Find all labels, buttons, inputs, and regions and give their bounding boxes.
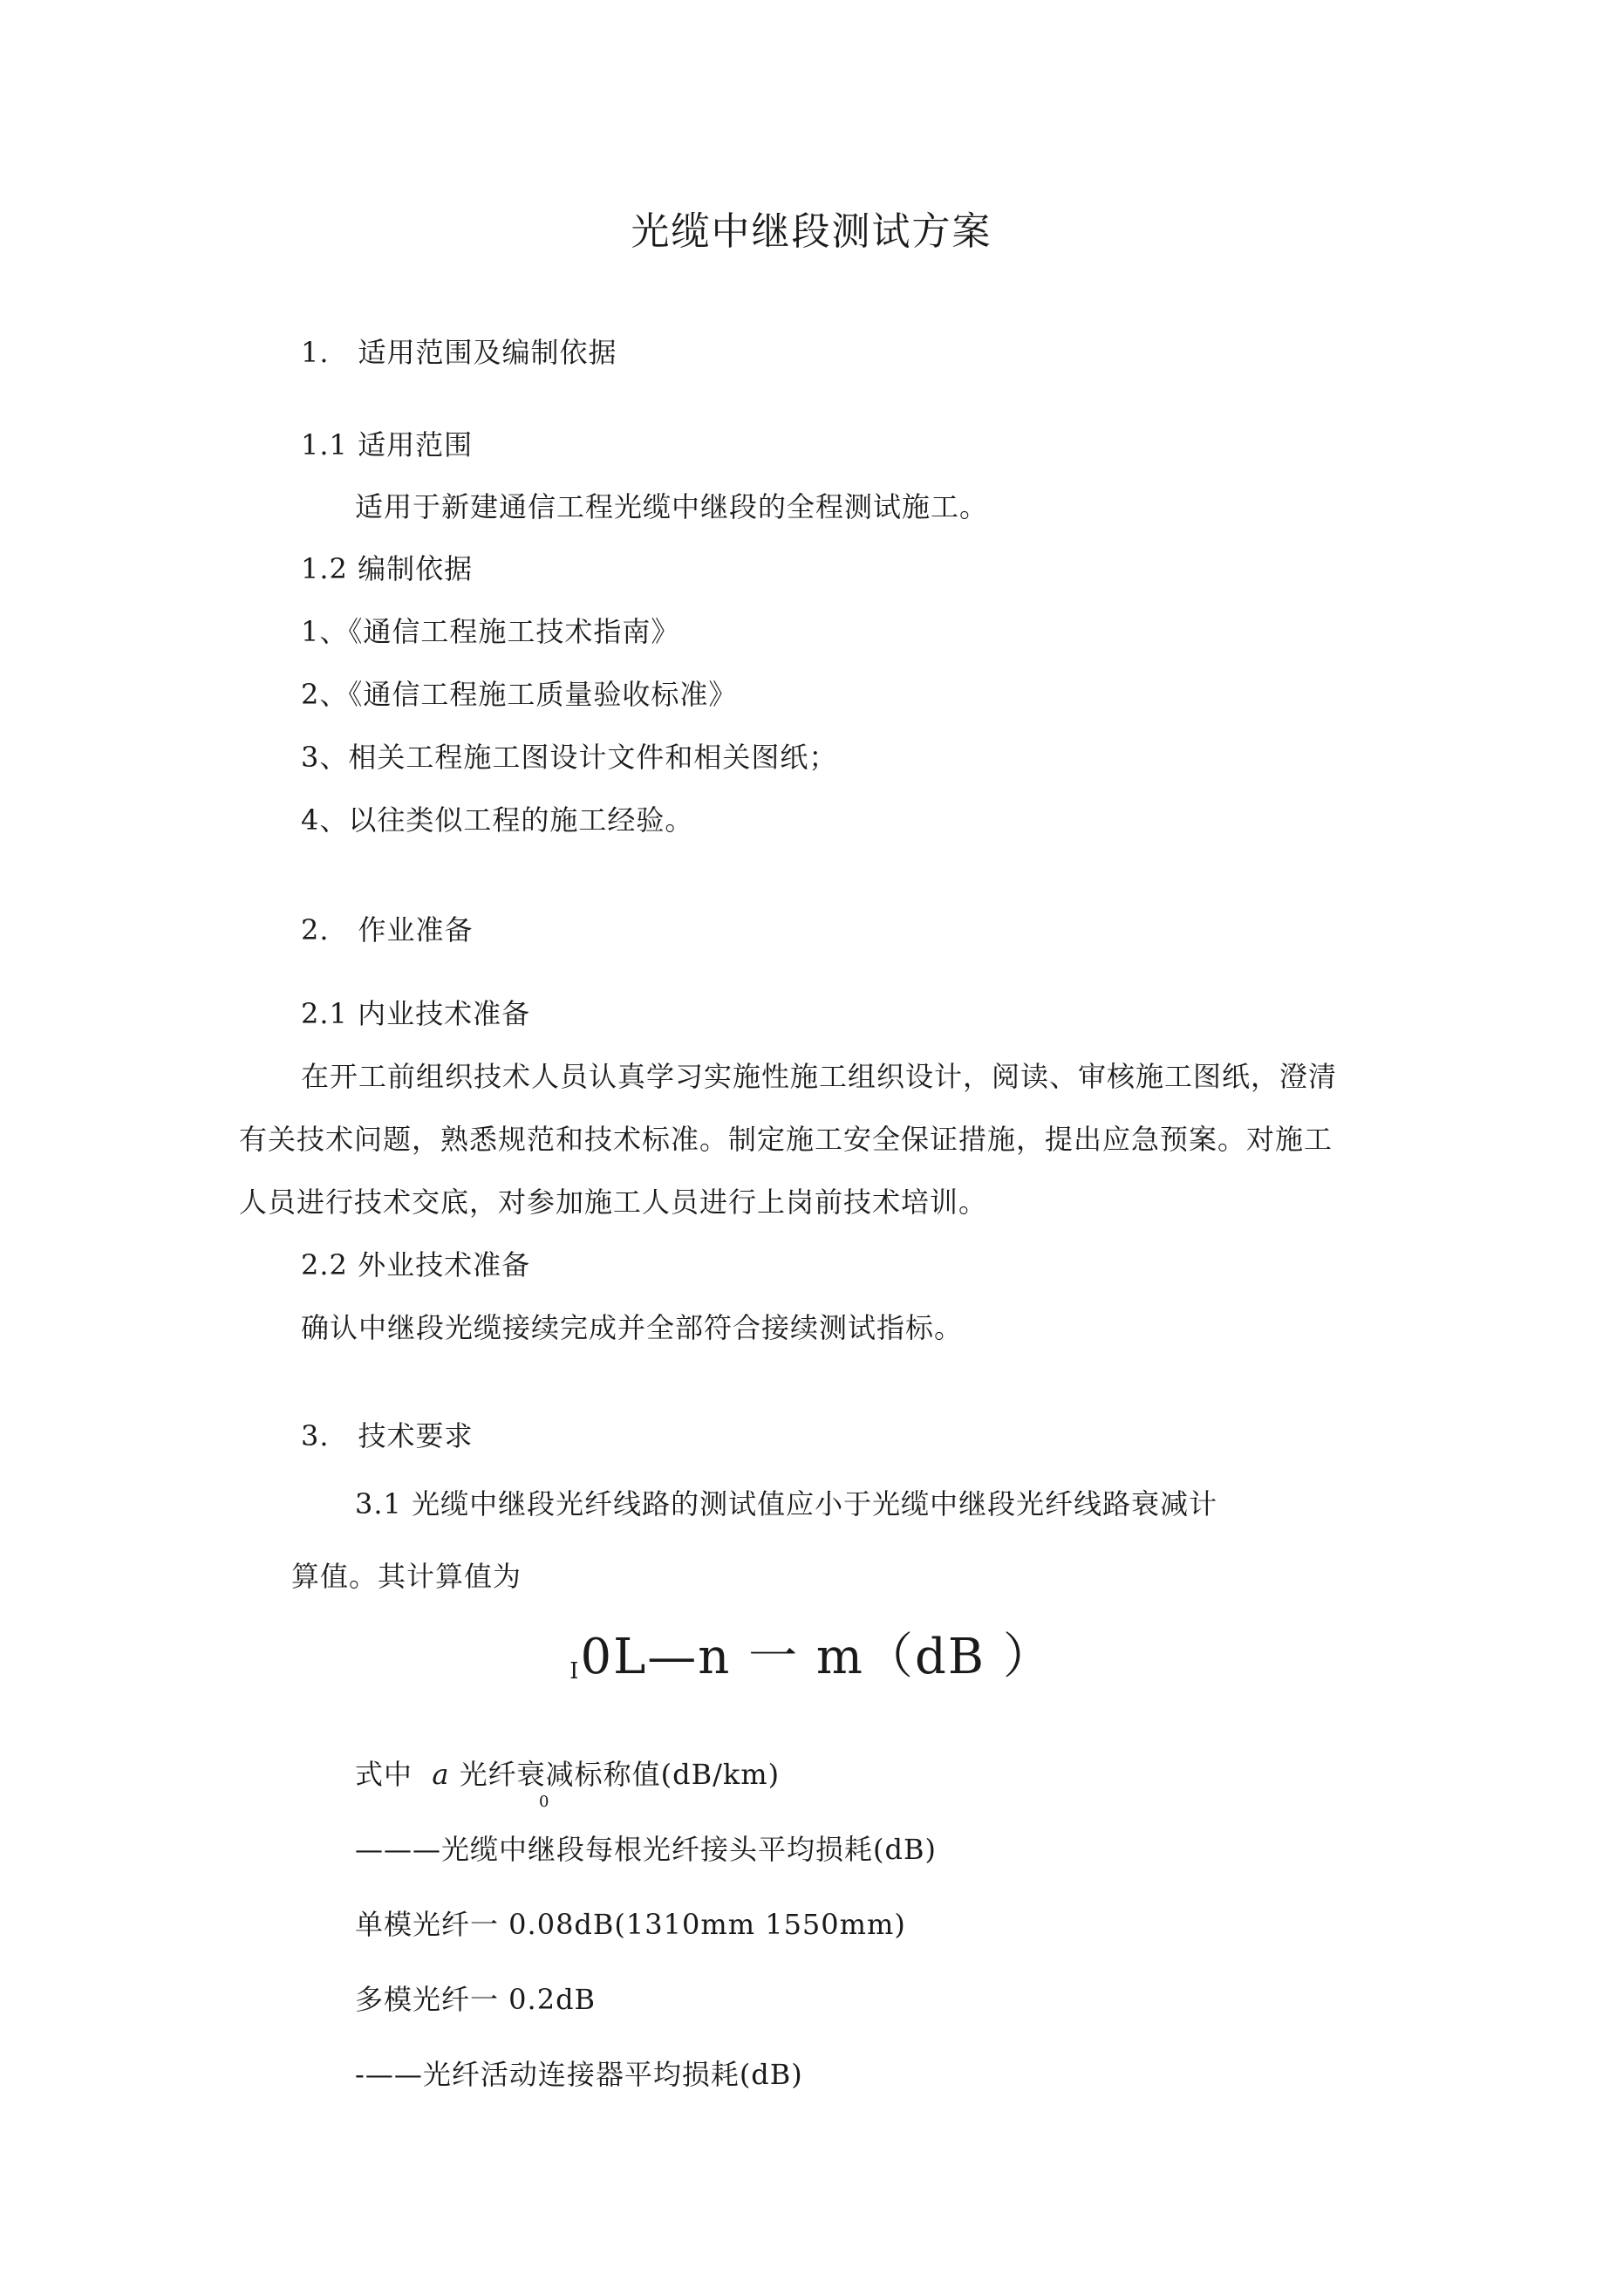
basis-item-3: 3、相关工程施工图设计文件和相关图纸； [301,741,838,774]
section-2-2-text: 确认中继段光缆接续完成并全部符合接续测试指标。 [301,1311,964,1344]
definition-1-symbol: a [432,1758,450,1791]
section-3-1-line-1: 3.1 光缆中继段光纤线路的测试值应小于光缆中继段光纤线路衰减计 [355,1487,1218,1520]
section-2-heading: 2. 作业准备 [301,913,474,946]
formula-main: 0L—n 一 m（dB ） [580,1629,1054,1685]
definition-4: 多模光纤一 0.2dB [355,1983,597,2016]
formula-subscript: I [569,1658,581,1684]
definition-2: ———光缆中继段每根光纤接头平均损耗(dB) [355,1833,937,1866]
definition-1-prefix: 式中 [355,1758,413,1791]
definition-5: -——光纤活动连接器平均损耗(dB) [355,2058,803,2091]
section-3-heading: 3. 技术要求 [301,1419,474,1452]
definition-3: 单模光纤一 0.08dB(1310mm 1550mm) [355,1908,906,1941]
section-2-1-line-2: 有关技术问题，熟悉规范和技术标准。制定施工安全保证措施，提出应急预案。对施工 [239,1123,1333,1156]
definition-1-subscript: 0 [539,1793,549,1811]
basis-item-1: 1、《通信工程施工技术指南》 [301,615,680,648]
section-2-1-heading: 2.1 内业技术准备 [301,997,531,1030]
definition-1-text: 光纤衰减标称值(dB/km) [459,1758,781,1791]
section-1-heading: 1. 适用范围及编制依据 [301,336,617,369]
section-2-1-line-1: 在开工前组织技术人员认真学习实施性施工组织设计，阅读、审核施工图纸，澄清 [301,1060,1338,1093]
section-2-2-heading: 2.2 外业技术准备 [301,1248,531,1281]
basis-item-2: 2、《通信工程施工质量验收标准》 [301,678,738,711]
attenuation-formula [0,1627,1623,1697]
document-title: 光缆中继段测试方案 [631,209,992,254]
section-3-1-line-2: 算值。其计算值为 [291,1560,522,1593]
basis-item-4: 4、以往类似工程的施工经验。 [301,803,694,837]
definition-1 [355,1757,780,1792]
section-1-1-heading: 1.1 适用范围 [301,428,474,461]
section-1-1-text: 适用于新建通信工程光缆中继段的全程测试施工。 [355,490,989,523]
section-1-2-heading: 1.2 编制依据 [301,552,474,585]
section-2-1-line-3: 人员进行技术交底，对参加施工人员进行上岗前技术培训。 [239,1186,988,1219]
